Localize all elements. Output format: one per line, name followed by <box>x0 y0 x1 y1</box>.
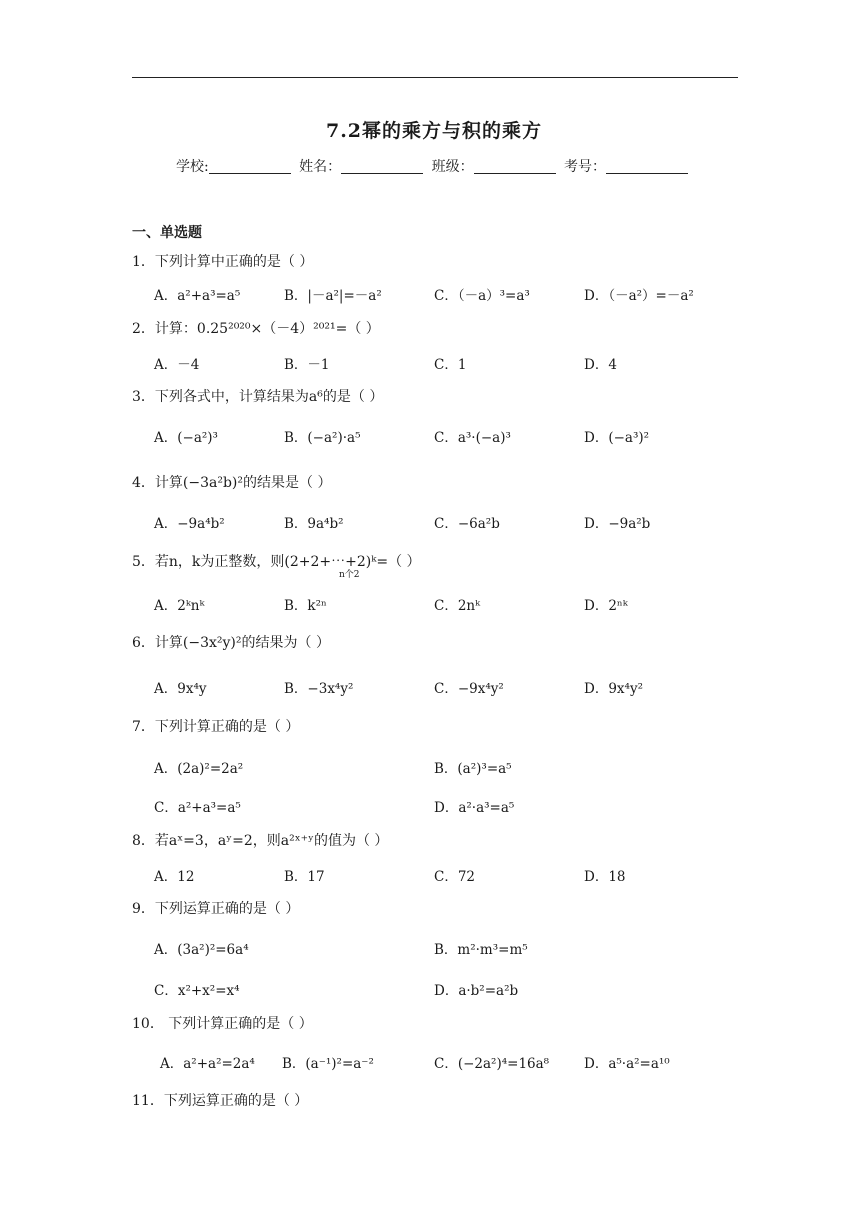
option-c[interactable]: C．x²+x²=x⁴ <box>154 983 240 999</box>
question-4-options <box>154 512 754 532</box>
option-a[interactable]: A．12 <box>154 869 195 885</box>
question-1-options <box>154 284 754 304</box>
exam-number-blank[interactable] <box>606 159 688 174</box>
question-5-subscript: n个2 <box>339 570 360 580</box>
option-a[interactable]: A．a²+a³=a⁵ <box>154 288 241 304</box>
question-5-options <box>154 594 754 614</box>
exam-number-label: 考号： <box>564 159 607 175</box>
option-b[interactable]: B．m²·m³=m⁵ <box>434 942 528 958</box>
student-info-line <box>0 156 868 176</box>
class-blank[interactable] <box>474 159 556 174</box>
option-c[interactable]: C．a²+a³=a⁵ <box>154 800 241 816</box>
option-d[interactable]: D．4 <box>584 357 617 373</box>
option-a[interactable]: A．(2a)²=2a² <box>154 761 244 777</box>
option-b[interactable]: B．17 <box>284 869 325 885</box>
question-2-stem: 2．计算：0.25²⁰²⁰×（－4）²⁰²¹=（ ） <box>132 321 380 337</box>
question-9-options-row-2 <box>154 979 754 999</box>
option-b[interactable]: B．(a²)³=a⁵ <box>434 761 512 777</box>
question-4-stem: 4．计算(−3a²b)²的结果是（ ） <box>132 475 332 491</box>
section-heading: 一、单选题 <box>132 225 202 241</box>
option-d[interactable]: D．18 <box>584 869 626 885</box>
school-label: 学校: <box>175 159 209 175</box>
name-blank[interactable] <box>341 159 423 174</box>
option-a[interactable]: A．2ᵏnᵏ <box>154 598 205 614</box>
option-d[interactable]: D．a·b²=a²b <box>434 983 519 999</box>
option-d[interactable]: D．（－a²）=－a² <box>584 288 694 304</box>
question-9-options-row-1 <box>154 938 754 958</box>
option-c[interactable]: C．2nᵏ <box>434 598 481 614</box>
class-label: 班级： <box>431 159 474 175</box>
option-a[interactable]: A．(3a²)²=6a⁴ <box>154 942 249 958</box>
option-d[interactable]: D．a⁵·a²=a¹⁰ <box>584 1056 670 1072</box>
option-b[interactable]: B．k²ⁿ <box>284 598 327 614</box>
option-b[interactable]: B．(−a²)·a⁵ <box>284 430 361 446</box>
option-a[interactable]: A．(−a²)³ <box>154 430 218 446</box>
question-6-stem: 6．计算(−3x²y)²的结果为（ ） <box>132 635 330 651</box>
question-2-options <box>154 353 754 373</box>
option-d[interactable]: D．a²·a³=a⁵ <box>434 800 515 816</box>
option-b[interactable]: B．|－a²|=－a² <box>284 288 382 304</box>
option-c[interactable]: C．72 <box>434 869 476 885</box>
option-c[interactable]: C．−9x⁴y² <box>434 681 504 697</box>
option-d[interactable]: D．9x⁴y² <box>584 681 643 697</box>
option-b[interactable]: B．9a⁴b² <box>284 516 344 532</box>
question-3-stem: 3．下列各式中，计算结果为a⁶的是（ ） <box>132 389 384 405</box>
question-10-stem: 10． 下列计算正确的是（ ） <box>132 1016 313 1032</box>
question-9-stem: 9．下列运算正确的是（ ） <box>132 901 300 917</box>
header-rule <box>132 77 738 78</box>
question-6-options <box>154 677 754 697</box>
question-7-stem: 7．下列计算正确的是（ ） <box>132 719 300 735</box>
school-blank[interactable] <box>209 159 291 174</box>
option-b[interactable]: B．(a⁻¹)²=a⁻² <box>282 1056 374 1072</box>
question-3-options <box>154 426 754 446</box>
option-d[interactable]: D．−9a²b <box>584 516 651 532</box>
option-c[interactable]: C．−6a²b <box>434 516 500 532</box>
option-c[interactable]: C．a³·(−a)³ <box>434 430 511 446</box>
option-a[interactable]: A．a²+a²=2a⁴ <box>160 1056 255 1072</box>
option-d[interactable]: D．2ⁿᵏ <box>584 598 628 614</box>
question-7-options-row-2 <box>154 796 754 816</box>
page-title: 7.2幂的乘方与积的乘方 <box>325 120 543 142</box>
question-1-stem: 1．下列计算中正确的是（ ） <box>132 254 314 270</box>
option-c[interactable]: C．(−2a²)⁴=16a⁸ <box>434 1056 550 1072</box>
option-c[interactable]: C．1 <box>434 357 467 373</box>
question-11-stem: 11．下列运算正确的是（ ） <box>132 1093 309 1109</box>
question-10-options <box>160 1052 760 1072</box>
question-8-options <box>154 865 754 885</box>
option-a[interactable]: A．−9a⁴b² <box>154 516 225 532</box>
question-5-stem: 5．若n，k为正整数，则(2+2+⋯+2)ᵏ=（ ） <box>132 554 421 570</box>
question-7-options-row-1 <box>154 757 754 777</box>
option-b[interactable]: B．−3x⁴y² <box>284 681 354 697</box>
question-8-stem: 8．若aˣ=3，aʸ=2，则a²ˣ⁺ʸ的值为（ ） <box>132 833 389 849</box>
option-b[interactable]: B．－1 <box>284 357 330 373</box>
name-label: 姓名： <box>299 159 342 175</box>
option-a[interactable]: A．9x⁴y <box>154 681 207 697</box>
option-a[interactable]: A．－4 <box>154 357 200 373</box>
option-c[interactable]: C．（－a）³=a³ <box>434 288 530 304</box>
option-d[interactable]: D．(−a³)² <box>584 430 650 446</box>
